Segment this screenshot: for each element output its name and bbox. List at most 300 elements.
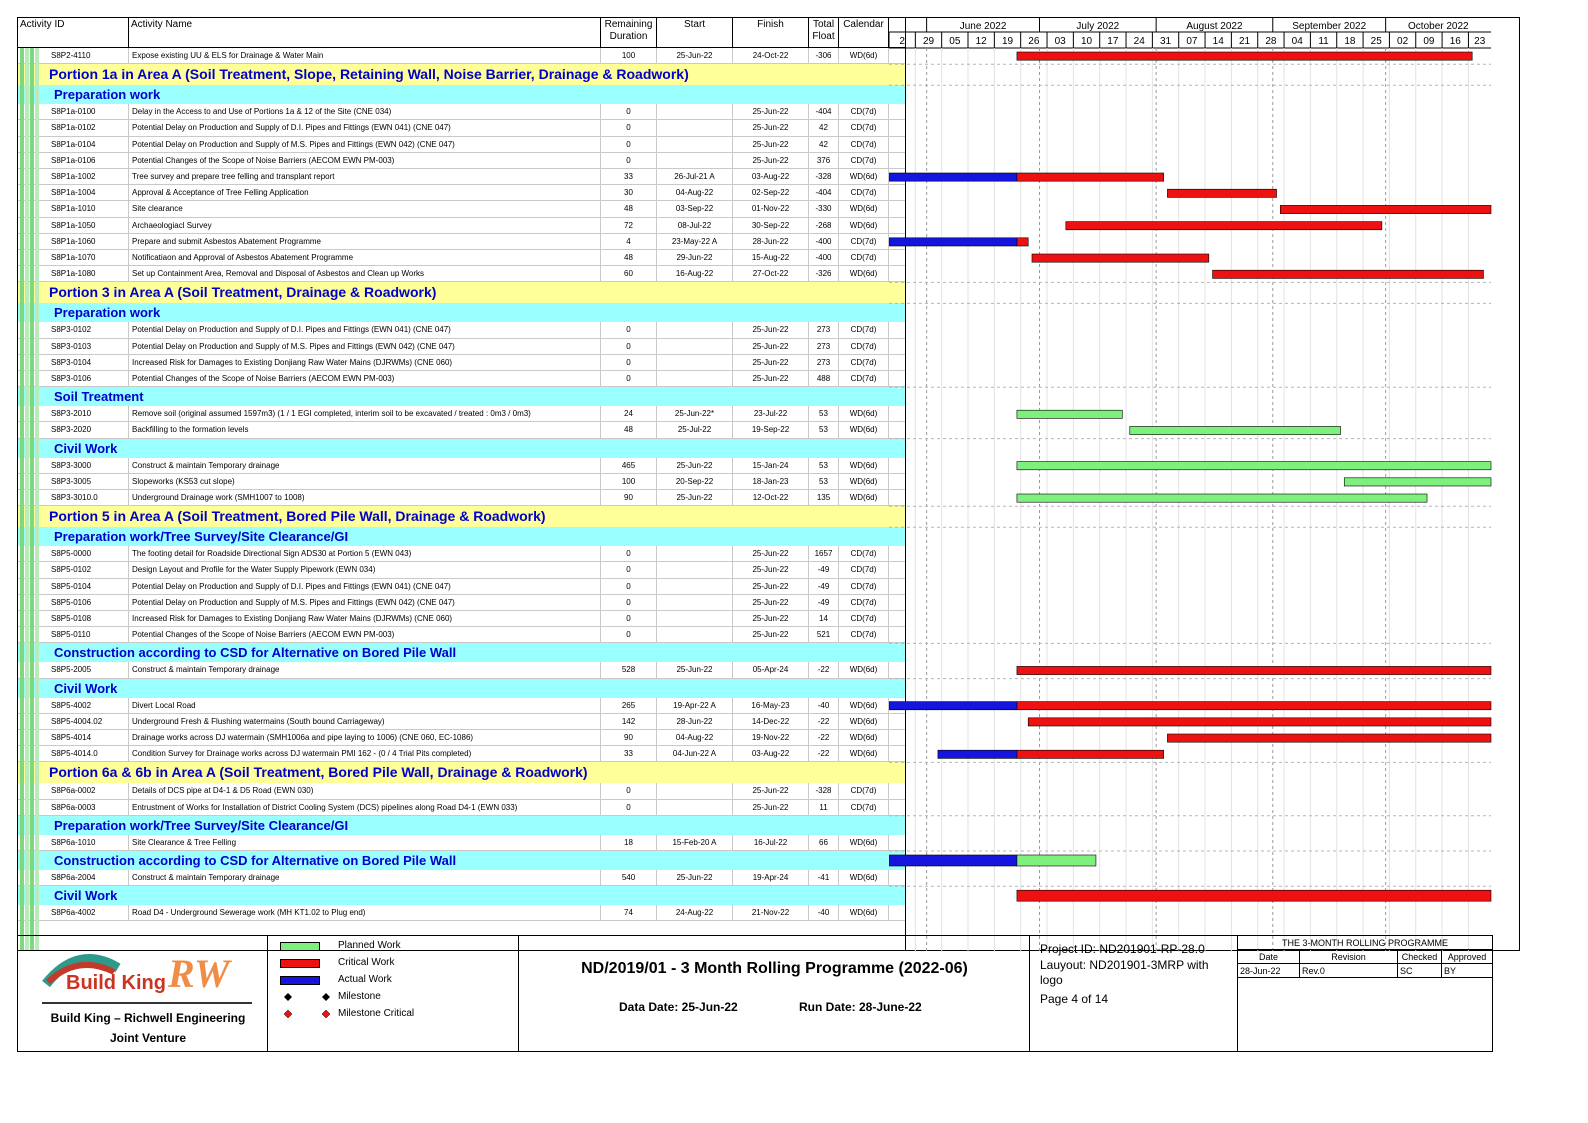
calendar: WD(6d) [839,698,889,713]
week-label: 03 [1054,36,1066,47]
total-float: 53 [809,406,839,421]
critical-work-bar [1017,890,1491,901]
week-label: 21 [1238,36,1251,47]
activity-id: S8P1a-1060 [48,234,129,249]
table-row[interactable] [18,595,906,611]
start-date: 03-Sep-22 [657,201,733,216]
table-row[interactable] [18,835,906,851]
start-date: 25-Jul-22 [657,422,733,437]
total-float: -400 [809,250,839,265]
table-row[interactable] [18,185,906,201]
table-row[interactable] [18,698,906,714]
start-date: 28-Jun-22 [657,714,733,729]
programme-sheet [17,17,1520,1070]
total-float: 66 [809,835,839,850]
start-date [657,120,733,135]
total-float: -268 [809,218,839,233]
activity-id: S8P1a-1002 [48,169,129,184]
finish-date: 25-Jun-22 [733,322,809,337]
critical-work-bar [1028,718,1491,726]
activity-name: Tree survey and prepare tree felling and transplant report [129,169,601,184]
activity-id: S8P5-0102 [48,562,129,577]
remaining-duration: 0 [601,137,657,152]
calendar: CD(7d) [839,579,889,594]
total-float: 53 [809,422,839,437]
table-row[interactable] [18,371,906,387]
table-row[interactable] [18,662,906,678]
calendar: WD(6d) [839,458,889,473]
portion-group-header[interactable] [18,64,906,85]
title-block [17,935,1493,1052]
project-info [1030,936,1238,1051]
start-date [657,137,733,152]
table-row[interactable] [18,579,906,595]
activity-name: Slopeworks (KS53 cut slope) [129,474,601,489]
remaining-duration: 0 [601,322,657,337]
total-float: -22 [809,662,839,677]
table-row[interactable] [18,120,906,136]
activity-id: S8P3-0103 [48,339,129,354]
remaining-duration: 48 [601,201,657,216]
work-subgroup-header[interactable] [18,851,906,870]
activity-name: Potential Delay on Production and Supply of M.S. Pipes and Fittings (EWN 042) (CNE 047) [129,339,601,354]
activity-name: Increased Risk for Damages to Existing Donjiang Raw Water Mains (DJRWMs) (CNE 060) [129,611,601,626]
remaining-duration: 48 [601,422,657,437]
planned-work-bar [1130,426,1341,434]
col-finish[interactable]: Finish [733,18,809,48]
start-date: 25-Jun-22* [657,406,733,421]
calendar: CD(7d) [839,627,889,642]
finish-date: 25-Jun-22 [733,783,809,798]
table-row[interactable] [18,234,906,250]
activity-id: S8P5-4014 [48,730,129,745]
table-row[interactable] [18,627,906,643]
calendar: CD(7d) [839,562,889,577]
calendar: CD(7d) [839,185,889,200]
activity-id: S8P5-4014.0 [48,746,129,761]
calendar: WD(6d) [839,746,889,761]
week-label: 12 [975,36,987,47]
table-row[interactable] [18,746,906,762]
remaining-duration: 74 [601,905,657,920]
total-float: 376 [809,153,839,168]
calendar: CD(7d) [839,611,889,626]
remaining-duration: 4 [601,234,657,249]
sign-header-revision: Revision [1300,950,1398,964]
remaining-duration: 540 [601,870,657,885]
start-date: 26-Jul-21 A [657,169,733,184]
work-subgroup-header[interactable] [18,886,906,905]
calendar: WD(6d) [839,835,889,850]
activity-name: Expose existing UU & ELS for Drainage & Water Main [129,48,601,63]
total-float: -49 [809,579,839,594]
table-row[interactable] [18,339,906,355]
month-label: June 2022 [959,21,1007,32]
total-float: -22 [809,746,839,761]
portion-group-header[interactable] [18,282,906,303]
activity-id: S8P6a-4002 [48,905,129,920]
start-date: 16-Aug-22 [657,266,733,281]
finish-date: 25-Jun-22 [733,104,809,119]
work-subgroup-header[interactable] [18,439,906,458]
table-row[interactable] [18,905,906,921]
start-date [657,783,733,798]
remaining-duration: 33 [601,746,657,761]
activity-name: Road D4 - Underground Sewerage work (MH KT1.02 to Plug end) [129,905,601,920]
week-label: 10 [1080,36,1093,47]
week-label: 28 [1265,36,1277,47]
calendar: WD(6d) [839,218,889,233]
sign-header-approved: Approved [1442,950,1492,964]
company-name-line-2: Joint Venture [109,1031,186,1045]
week-label: 11 [1318,36,1329,47]
calendar: WD(6d) [839,266,889,281]
critical-work-bar [1167,734,1491,742]
table-row[interactable] [18,322,906,338]
week-label: 31 [1159,36,1172,47]
total-float: 135 [809,490,839,505]
finish-date: 03-Aug-22 [733,746,809,761]
calendar: WD(6d) [839,870,889,885]
finish-date: 12-Oct-22 [733,490,809,505]
sign-value-approved: BY [1442,964,1492,978]
legend-label: Milestone [338,991,381,1002]
total-float: 488 [809,371,839,386]
activity-name: Condition Survey for Drainage works across DJ watermain PMI 162 - (0 / 4 Trial Pits completed) [129,746,601,761]
activity-id: S8P1a-1010 [48,201,129,216]
legend-item-milestone [280,989,480,1005]
finish-date: 25-Jun-22 [733,579,809,594]
wbs-tree-strip [25,48,29,950]
sign-value-checked: SC [1398,964,1442,978]
activity-id: S8P5-0106 [48,595,129,610]
activity-name: Underground Drainage work (SMH1007 to 1008) [129,490,601,505]
table-row[interactable] [18,783,906,799]
total-float: -22 [809,714,839,729]
total-float: 1657 [809,546,839,561]
remaining-duration: 24 [601,406,657,421]
table-row[interactable] [18,611,906,627]
finish-date: 02-Sep-22 [733,185,809,200]
start-date: 23-May-22 A [657,234,733,249]
table-row[interactable] [18,406,906,422]
col-start[interactable]: Start [657,18,733,48]
calendar: WD(6d) [839,48,889,63]
gantt-svg [889,18,1520,952]
col-remaining-duration[interactable]: Remaining Duration [601,18,657,48]
calendar: CD(7d) [839,546,889,561]
activity-name: Potential Delay on Production and Supply of D.I. Pipes and Fittings (EWN 041) (CNE 047) [129,322,601,337]
finish-date: 15-Jan-24 [733,458,809,473]
activity-name: Potential Changes of the Scope of Noise Barriers (AECOM EWN PM-003) [129,627,601,642]
calendar: WD(6d) [839,905,889,920]
activity-name: Potential Changes of the Scope of Noise Barriers (AECOM EWN PM-003) [129,153,601,168]
remaining-duration: 0 [601,546,657,561]
calendar: CD(7d) [839,234,889,249]
col-calendar[interactable]: Calendar [839,18,889,48]
activity-table [17,17,906,951]
activity-name: Site Clearance & Tree Felling [129,835,601,850]
total-float: 273 [809,339,839,354]
critical-work-bar [1017,750,1164,758]
table-row[interactable] [18,422,906,438]
company-name-line-1: Build King – Richwell Engineering [50,1011,246,1025]
week-label: 19 [1001,36,1014,47]
table-row[interactable] [18,218,906,234]
table-row[interactable] [18,562,906,578]
week-label: 14 [1212,36,1224,47]
activity-name: Divert Local Road [129,698,601,713]
calendar: CD(7d) [839,800,889,815]
remaining-duration: 18 [601,835,657,850]
activity-name: Underground Fresh & Flushing watermains (South bound Carriageway) [129,714,601,729]
planned-work-bar [1017,462,1491,470]
group-label: Civil Work [54,440,118,456]
table-row[interactable] [18,870,906,886]
remaining-duration: 0 [601,371,657,386]
actual-work-bar [889,702,1017,710]
activity-name: Potential Delay on Production and Supply of D.I. Pipes and Fittings (EWN 041) (CNE 047) [129,120,601,135]
finish-date: 25-Jun-22 [733,611,809,626]
critical-work-bar [1066,222,1382,230]
activity-id: S8P3-0106 [48,371,129,386]
finish-date: 01-Nov-22 [733,201,809,216]
logo-block [18,936,268,1051]
work-subgroup-header[interactable] [18,85,906,104]
finish-date: 30-Sep-22 [733,218,809,233]
table-row[interactable] [18,355,906,371]
remaining-duration: 465 [601,458,657,473]
week-label: 26 [1028,36,1040,47]
total-float: -40 [809,905,839,920]
remaining-duration: 0 [601,783,657,798]
activity-id: S8P3-3000 [48,458,129,473]
finish-date: 25-Jun-22 [733,120,809,135]
activity-name: Set up Containment Area, Removal and Disposal of Asbestos and Clean up Works [129,266,601,281]
legend-item-milestone-critical [280,1006,480,1022]
table-row[interactable] [18,490,906,506]
legend [268,936,519,1051]
total-float: -404 [809,104,839,119]
actual-work-bar [938,750,1017,758]
activity-name: Details of DCS pipe at D4-1 & D5 Road (EWN 030) [129,783,601,798]
remaining-duration: 33 [601,169,657,184]
total-float: 42 [809,137,839,152]
group-label: Preparation work [54,305,161,321]
activity-id: S8P5-4004.02 [48,714,129,729]
finish-date: 25-Jun-22 [733,562,809,577]
project-id: Project ID: ND201901-RP-28.0 [1040,942,1205,956]
group-label: Portion 5 in Area A (Soil Treatment, Bored Pile Wall, Drainage & Roadwork) [49,508,546,525]
total-float: 273 [809,355,839,370]
week-label: 29 [922,36,935,47]
table-row[interactable] [18,169,906,185]
activity-name: Potential Delay on Production and Supply of M.S. Pipes and Fittings (EWN 042) (CNE 047) [129,595,601,610]
activity-name: Delay in the Access to and Use of Portions 1a & 12 of the Site (CNE 034) [129,104,601,119]
activity-id: S8P3-0102 [48,322,129,337]
total-float: 273 [809,322,839,337]
total-float: -404 [809,185,839,200]
actual-work-bar [889,173,1017,181]
remaining-duration: 0 [601,104,657,119]
critical-work-bar [1280,205,1491,213]
activity-name: Drainage works across DJ watermain (SMH1006a and pipe laying to 1006) (CNE 060, EC-1086) [129,730,601,745]
start-date [657,579,733,594]
activity-id: S8P5-0000 [48,546,129,561]
activity-id: S8P5-0108 [48,611,129,626]
actual-work-bar [889,238,1017,246]
activity-id: S8P3-0104 [48,355,129,370]
total-float: -22 [809,730,839,745]
remaining-duration: 0 [601,800,657,815]
week-label: 25 [1370,36,1382,47]
critical-work-bar [1017,666,1491,674]
week-label: 2 [899,36,905,47]
sign-header-date: Date [1238,950,1300,964]
sign-off-block [1238,936,1492,1051]
remaining-duration: 0 [601,153,657,168]
finish-date: 19-Nov-22 [733,730,809,745]
finish-date: 19-Sep-22 [733,422,809,437]
remaining-duration: 0 [601,562,657,577]
total-float: 14 [809,611,839,626]
legend-label: Milestone Critical [338,1008,415,1019]
finish-date: 25-Jun-22 [733,595,809,610]
calendar: WD(6d) [839,201,889,216]
total-float: 521 [809,627,839,642]
table-row[interactable] [18,714,906,730]
table-header [18,18,906,48]
work-subgroup-header[interactable] [18,387,906,406]
work-subgroup-header[interactable] [18,527,906,546]
start-date: 25-Jun-22 [657,48,733,63]
calendar: CD(7d) [839,104,889,119]
remaining-duration: 0 [601,339,657,354]
activity-id: S8P5-2005 [48,662,129,677]
table-row[interactable] [18,48,906,64]
remaining-duration: 0 [601,120,657,135]
data-date: Data Date: 25-Jun-22 [619,1000,738,1014]
start-date: 24-Aug-22 [657,905,733,920]
calendar: WD(6d) [839,730,889,745]
month-label: October 2022 [1408,21,1469,32]
table-row[interactable] [18,800,906,816]
remaining-duration: 100 [601,48,657,63]
remaining-duration: 0 [601,595,657,610]
work-subgroup-header[interactable] [18,816,906,835]
calendar: CD(7d) [839,250,889,265]
remaining-duration: 60 [601,266,657,281]
logo-build-king-text: Build King [66,972,166,994]
critical-work-bar [1017,702,1491,710]
week-label: 07 [1186,36,1198,47]
remaining-duration: 142 [601,714,657,729]
remaining-duration: 90 [601,730,657,745]
table-row[interactable] [18,458,906,474]
portion-group-header[interactable] [18,506,906,527]
table-row[interactable] [18,730,906,746]
calendar: WD(6d) [839,714,889,729]
calendar: CD(7d) [839,120,889,135]
week-label: 16 [1449,36,1461,47]
total-float: -41 [809,870,839,885]
critical-work-bar [1032,254,1209,262]
total-float: -400 [809,234,839,249]
group-label: Preparation work/Tree Survey/Site Clearance/GI [54,817,349,833]
table-row[interactable] [18,137,906,153]
total-float: 53 [809,474,839,489]
activity-name: Increased Risk for Damages to Existing Donjiang Raw Water Mains (DJRWMs) (CNE 060) [129,355,601,370]
table-row[interactable] [18,474,906,490]
finish-date: 14-Dec-22 [733,714,809,729]
table-row[interactable] [18,104,906,120]
actual-work-bar [889,855,1017,866]
sign-off-title: THE 3-MONTH ROLLING PROGRAMME [1238,936,1492,950]
legend-label: Actual Work [338,974,392,985]
company-name [28,1008,268,1048]
finish-date: 28-Jun-22 [733,234,809,249]
activity-id: S8P6a-0003 [48,800,129,815]
table-row[interactable] [18,546,906,562]
calendar: CD(7d) [839,137,889,152]
start-date: 25-Jun-22 [657,662,733,677]
portion-group-header[interactable] [18,762,906,783]
finish-date: 19-Apr-24 [733,870,809,885]
calendar: CD(7d) [839,322,889,337]
build-king-logo-icon [18,936,268,1006]
critical-work-bar [1213,270,1484,278]
start-date [657,611,733,626]
table-row[interactable] [18,201,906,217]
start-date [657,595,733,610]
sign-value-date: 28-Jun-22 [1238,964,1300,978]
activity-id: S8P5-0104 [48,579,129,594]
start-date: 15-Feb-20 A [657,835,733,850]
work-subgroup-header[interactable] [18,679,906,698]
work-subgroup-header[interactable] [18,303,906,322]
calendar: WD(6d) [839,169,889,184]
planned-work-bar [1017,410,1122,418]
col-total-float[interactable]: Total Float [809,18,839,48]
page-number: Page 4 of 14 [1040,992,1109,1006]
remaining-duration: 30 [601,185,657,200]
programme-title: ND/2019/01 - 3 Month Rolling Programme (2022-06) [581,960,968,977]
col-activity-name[interactable]: Activity Name [129,18,601,48]
planned-swatch [280,942,320,951]
week-label: 23 [1474,36,1486,47]
critical-work-bar [1017,238,1028,246]
total-float: -306 [809,48,839,63]
activity-id: S8P6a-2004 [48,870,129,885]
table-row[interactable] [18,250,906,266]
col-activity-id[interactable]: Activity ID [18,18,129,48]
week-label: 05 [949,36,961,47]
sign-value-revision: Rev.0 [1300,964,1398,978]
activity-id: S8P3-2010 [48,406,129,421]
start-date [657,322,733,337]
finish-date: 16-May-23 [733,698,809,713]
start-date: 04-Jun-22 A [657,746,733,761]
week-label: 17 [1107,36,1119,47]
work-subgroup-header[interactable] [18,643,906,662]
remaining-duration: 0 [601,579,657,594]
table-row[interactable] [18,153,906,169]
table-row[interactable] [18,266,906,282]
finish-date: 18-Jan-23 [733,474,809,489]
remaining-duration: 0 [601,627,657,642]
finish-date: 23-Jul-22 [733,406,809,421]
group-label: Civil Work [54,888,118,904]
